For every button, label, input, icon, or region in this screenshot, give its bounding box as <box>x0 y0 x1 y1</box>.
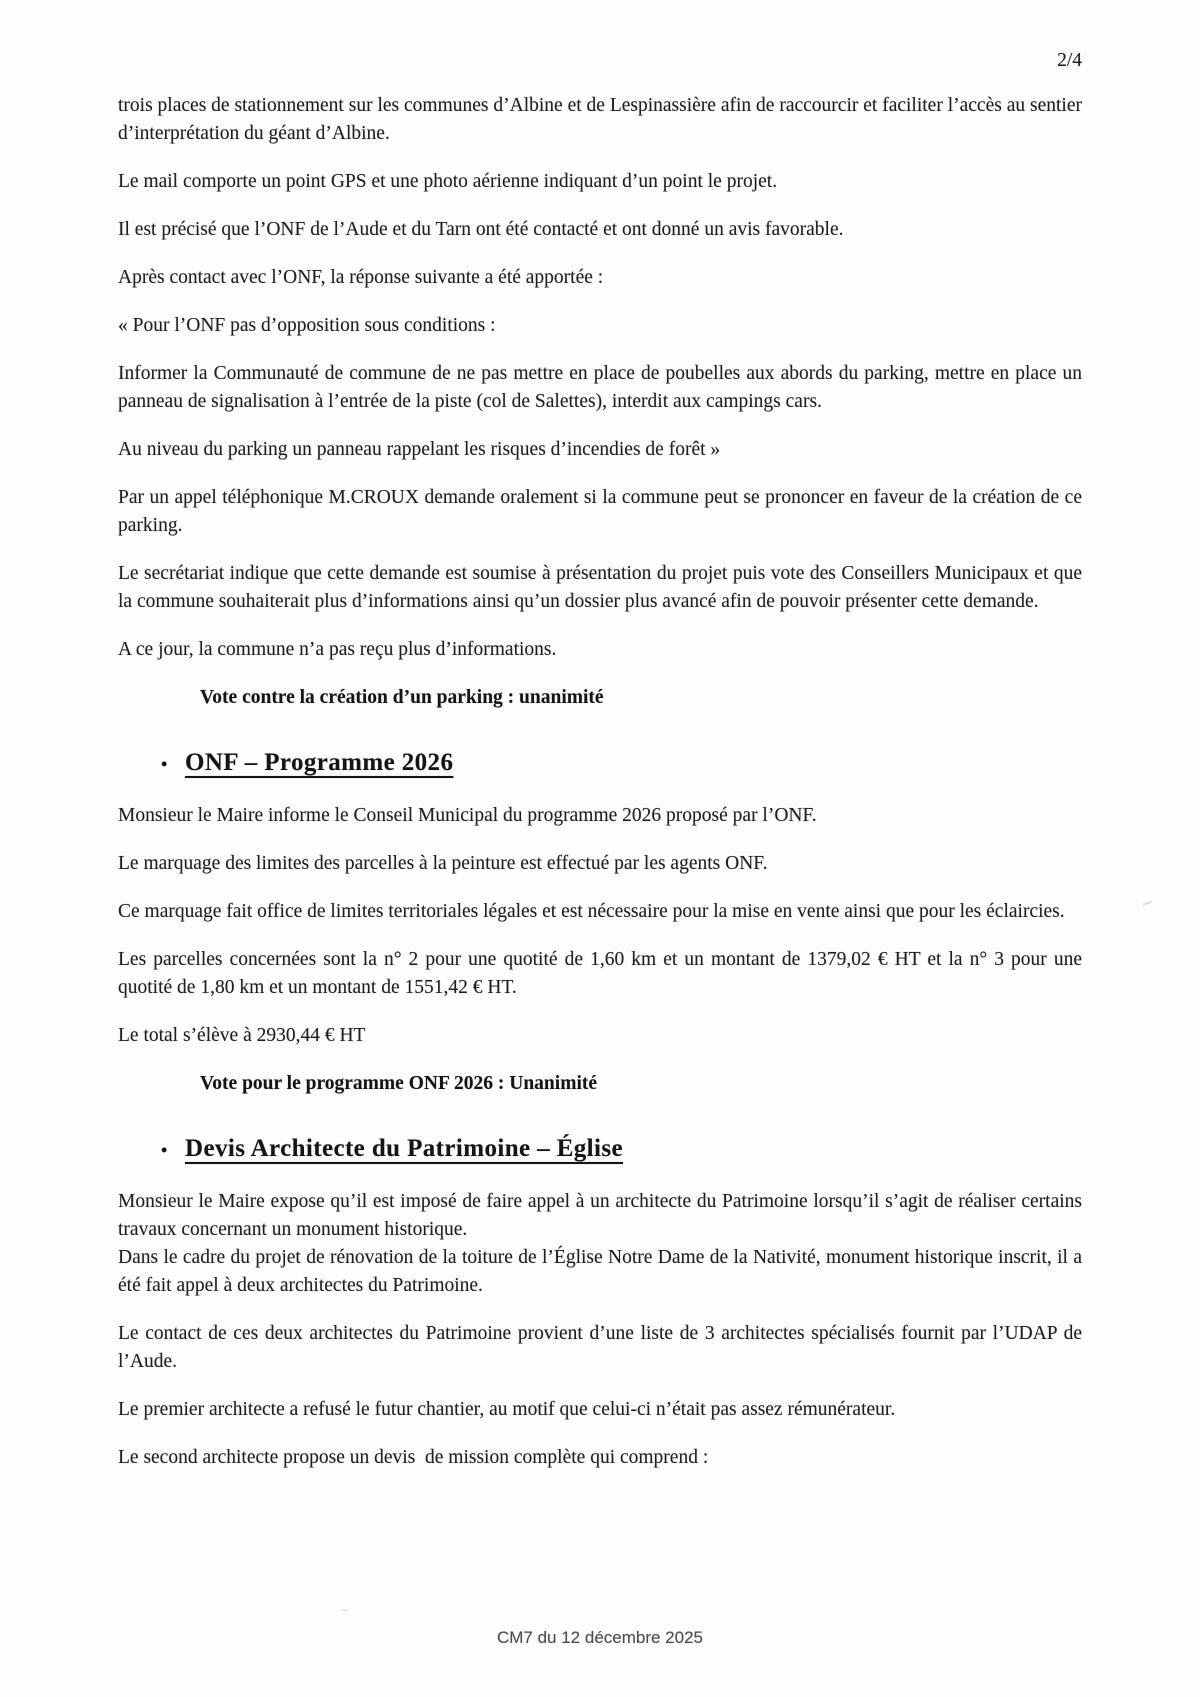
paragraph: Le second architecte propose un devis de mission complète qui comprend : <box>118 1447 709 1468</box>
paragraph: Monsieur le Maire informe le Conseil Municipal du programme 2026 proposé par l’ONF. <box>118 805 817 826</box>
paragraph: Le marquage des limites des parcelles à la peinture est effectué par les agents ONF. <box>118 853 768 874</box>
scan-artifact <box>340 1608 347 1616</box>
section-heading-onf-programme-2026 <box>118 746 1082 780</box>
paragraph: Dans le cadre du projet de rénovation de la toiture de l’Église Notre Dame de la Nativité, monument historique inscrit, il a été fait appel à deux architectes du Patrimoine. <box>118 1247 1082 1296</box>
paragraph: Ce marquage fait office de limites territoriales légales et est nécessaire pour la mise en vente ainsi que pour les éclaircies. <box>118 901 1065 922</box>
paragraph: Le mail comporte un point GPS et une photo aérienne indiquant d’un point le projet. <box>118 171 778 192</box>
section-heading-label: ONF – Programme 2026 <box>185 749 454 776</box>
section-heading-devis-architecte-eglise <box>118 1132 1082 1166</box>
paragraph: Au niveau du parking un panneau rappelant les risques d’incendies de forêt » <box>118 439 721 460</box>
vote-result-parking: Vote contre la création d’un parking : unanimité <box>200 687 604 708</box>
paragraph: Après contact avec l’ONF, la réponse suivante a été apportée : <box>118 267 604 288</box>
paragraph: Le contact de ces deux architectes du Patrimoine provient d’une liste de 3 architectes spécialisés fournit par l’UDAP de l’Aude. <box>118 1323 1082 1372</box>
paragraph: A ce jour, la commune n’a pas reçu plus d’informations. <box>118 639 557 660</box>
paragraph: « Pour l’ONF pas d’opposition sous conditions : <box>118 315 496 336</box>
paragraph: Monsieur le Maire expose qu’il est imposé de faire appel à un architecte du Patrimoine lorsqu’il s’agit de réaliser certains travaux concernant un monument historique. <box>118 1191 1082 1240</box>
document-footer: CM7 du 12 décembre 2025 <box>496 1628 704 1647</box>
vote-result-onf-2026: Vote pour le programme ONF 2026 : Unanimité <box>200 1073 598 1094</box>
paragraph: Informer la Communauté de commune de ne pas mettre en place de poubelles aux abords du parking, mettre en place un panneau de signalisation à l’entrée de la piste (col de Salettes), interdit aux campings cars. <box>118 363 1082 412</box>
bullet-icon: • <box>161 754 168 774</box>
paragraph: Le secrétariat indique que cette demande est soumise à présentation du projet puis vote des Conseillers Municipaux et que la commune souhaiterait plus d’informations ainsi qu’un dossier plus avancé afin de pouvoir présenter cette demande. <box>118 563 1082 612</box>
section-heading-label: Devis Architecte du Patrimoine – Église <box>185 1135 623 1162</box>
document-content <box>118 92 1082 1492</box>
paragraph: Par un appel téléphonique M.CROUX demande oralement si la commune peut se prononcer en faveur de la création de ce parking. <box>118 487 1082 536</box>
scan-artifact <box>1143 901 1154 912</box>
paragraph: Les parcelles concernées sont la n° 2 pour une quotité de 1,60 km et un montant de 1379,02 € HT et la n° 3 pour une quotité de 1,80 km et un montant de 1551,42 € HT. <box>118 949 1082 998</box>
bullet-icon: • <box>161 1140 168 1160</box>
paragraph: trois places de stationnement sur les communes d’Albine et de Lespinassière afin de raccourcir et faciliter l’accès au sentier d’interprétation du géant d’Albine. <box>118 95 1082 144</box>
paragraph: Le total s’élève à 2930,44 € HT <box>118 1025 366 1046</box>
paragraph: Le premier architecte a refusé le futur chantier, au motif que celui-ci n’était pas assez rémunérateur. <box>118 1399 896 1420</box>
paragraph: Il est précisé que l’ONF de l’Aude et du Tarn ont été contacté et ont donné un avis favorable. <box>118 219 844 240</box>
page-number: 2/4 <box>1057 50 1082 71</box>
